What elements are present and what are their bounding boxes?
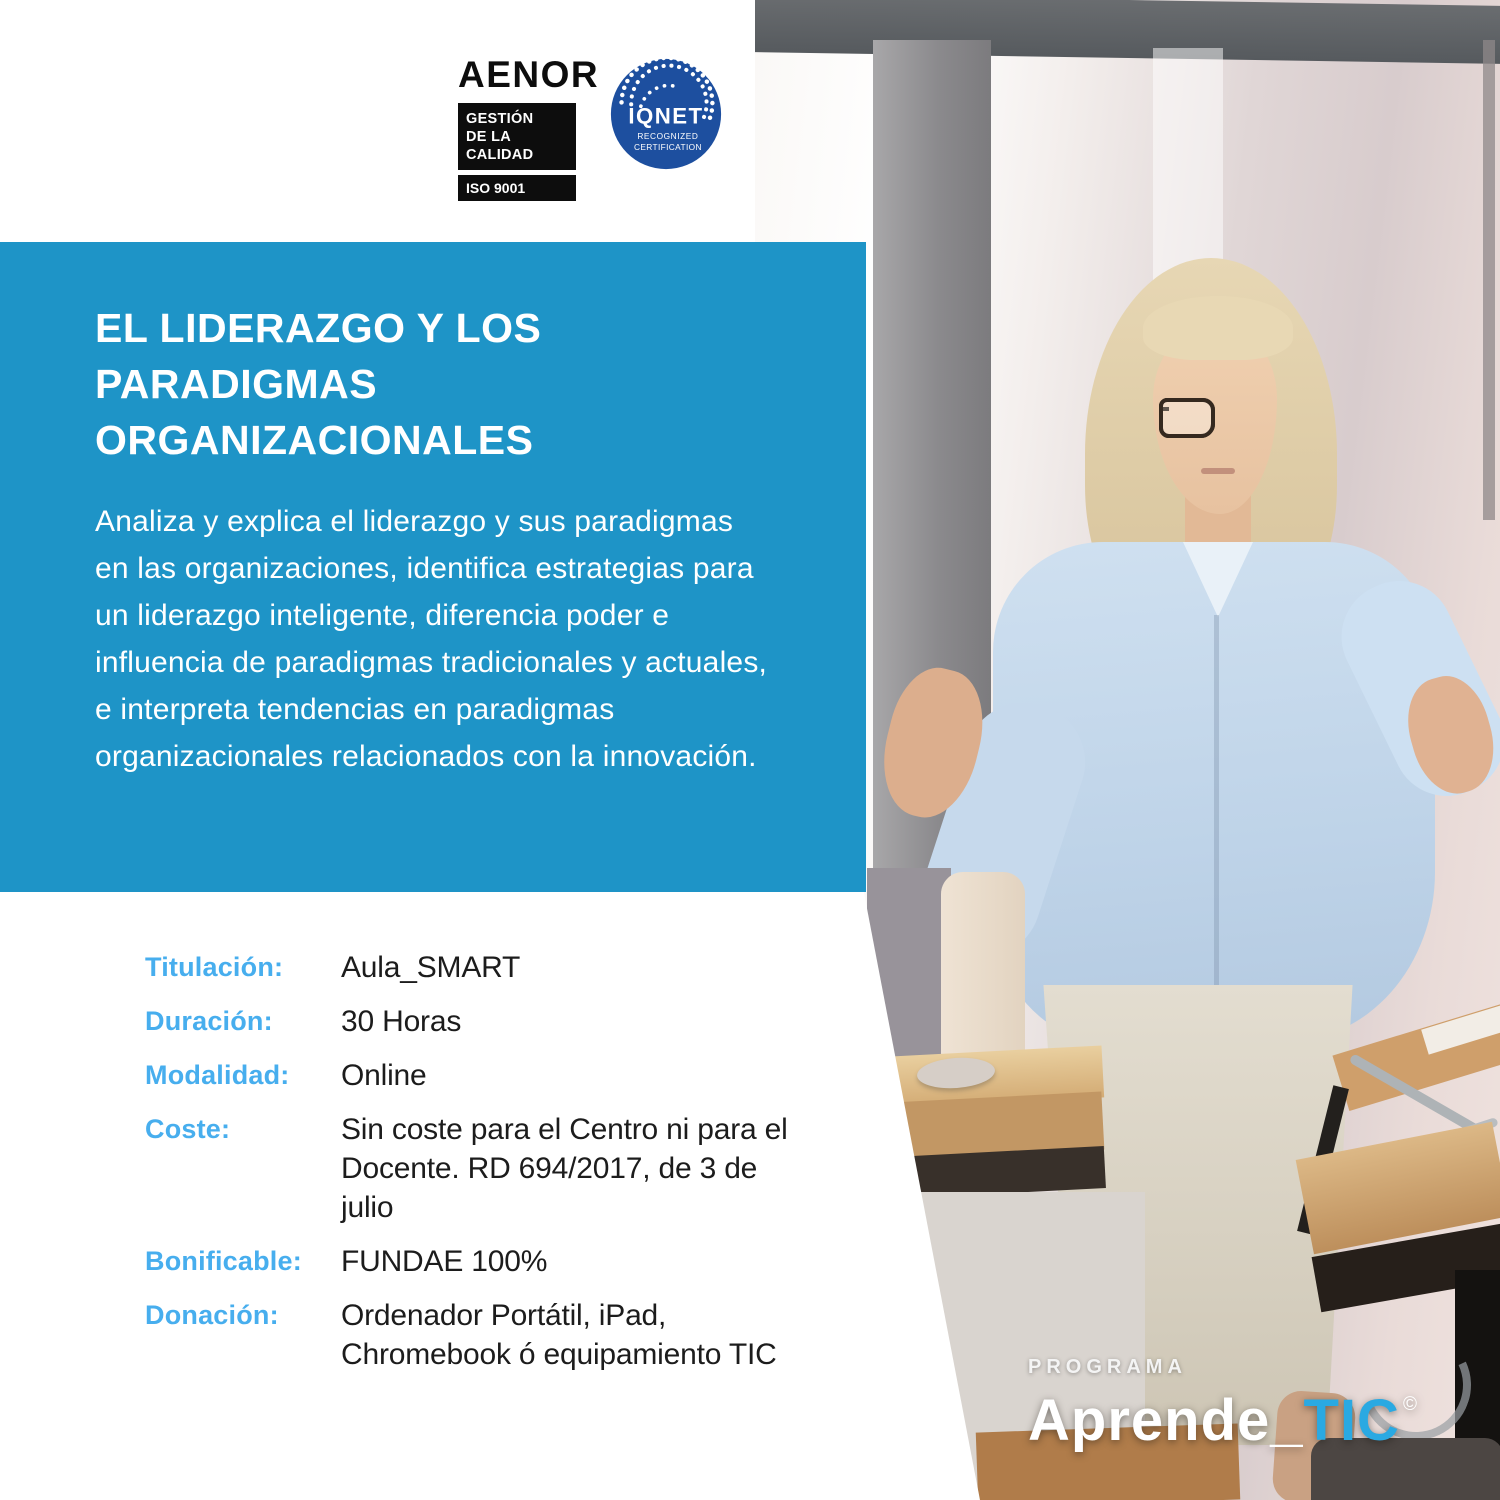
- iqnet-brand: IQNET: [628, 103, 704, 129]
- program-label: PROGRAMA: [1028, 1356, 1187, 1378]
- photo-window-top-frame: [755, 0, 1500, 64]
- detail-label-bonificable: Bonificable:: [145, 1246, 302, 1276]
- detail-label-titulacion: Titulación:: [145, 952, 284, 982]
- aenor-seal-icon: [458, 54, 600, 201]
- copyright-icon: ©: [1402, 1394, 1418, 1415]
- detail-value-titulacion: Aula_SMART: [341, 951, 521, 984]
- course-title-line1: EL LIDERAZGO Y LOS: [95, 305, 542, 351]
- detail-label-modalidad: Modalidad:: [145, 1060, 290, 1090]
- detail-value-coste: Sin coste para el Centro ni para el Docente. RD 694/2017, de 3 de julio: [341, 1113, 788, 1224]
- aenor-brand: AENOR: [458, 54, 600, 95]
- course-description: Analiza y explica el liderazgo y sus paradigmas en las organizaciones, identifica estrategias para un liderazgo inteligente, diferencia poder e influencia de paradigmas tradicionales y actuales, e interpreta tendencias en paradigmas organizacionales relacionados con la innovación.: [95, 505, 768, 773]
- photo-right-frame-edge: [1483, 40, 1495, 520]
- photo-woman-glasses: [1159, 398, 1277, 440]
- course-details: [145, 948, 795, 1374]
- course-title-line2: PARADIGMAS: [95, 361, 378, 407]
- photo-glasses-right-lens: [1159, 398, 1215, 438]
- iqnet-sub-line2: CERTIFICATION: [633, 141, 702, 152]
- detail-label-donacion: Donación:: [145, 1300, 279, 1330]
- wordmark-accent-part: TIC: [1303, 1388, 1400, 1453]
- certification-seals: [458, 56, 724, 201]
- detail-label-duracion: Duración:: [145, 1006, 273, 1036]
- iqnet-sub-line1: RECOGNIZED: [637, 131, 699, 142]
- photo-woman-mouth: [1201, 468, 1235, 474]
- detail-value-donacion: Ordenador Portátil, iPad, Chromebook ó equipamiento TIC: [341, 1299, 777, 1371]
- photo-chair-back: [941, 872, 1025, 1068]
- aenor-scheme-line2: DE LA CALIDAD: [466, 129, 534, 163]
- course-panel: [0, 242, 866, 892]
- detail-value-duracion: 30 Horas: [341, 1005, 462, 1038]
- wordmark-white-part: Aprende_: [1028, 1388, 1304, 1453]
- program-brand: [1028, 1356, 1418, 1454]
- detail-value-modalidad: Online: [341, 1059, 427, 1092]
- photo-shirt-placket: [1214, 615, 1219, 995]
- aprende-tic-wordmark: [1028, 1387, 1418, 1454]
- aenor-scheme: [458, 103, 576, 170]
- detail-label-coste: Coste:: [145, 1114, 231, 1144]
- aenor-standard: ISO 9001: [458, 175, 576, 201]
- course-title: [95, 300, 826, 468]
- aenor-scheme-line1: GESTIÓN: [466, 111, 534, 127]
- iqnet-seal-icon: [608, 56, 724, 172]
- detail-value-bonificable: FUNDAE 100%: [341, 1245, 548, 1278]
- photo-woman-hair-fringe: [1143, 296, 1293, 360]
- course-photo: [755, 0, 1500, 1500]
- course-title-line3: ORGANIZACIONALES: [95, 417, 534, 463]
